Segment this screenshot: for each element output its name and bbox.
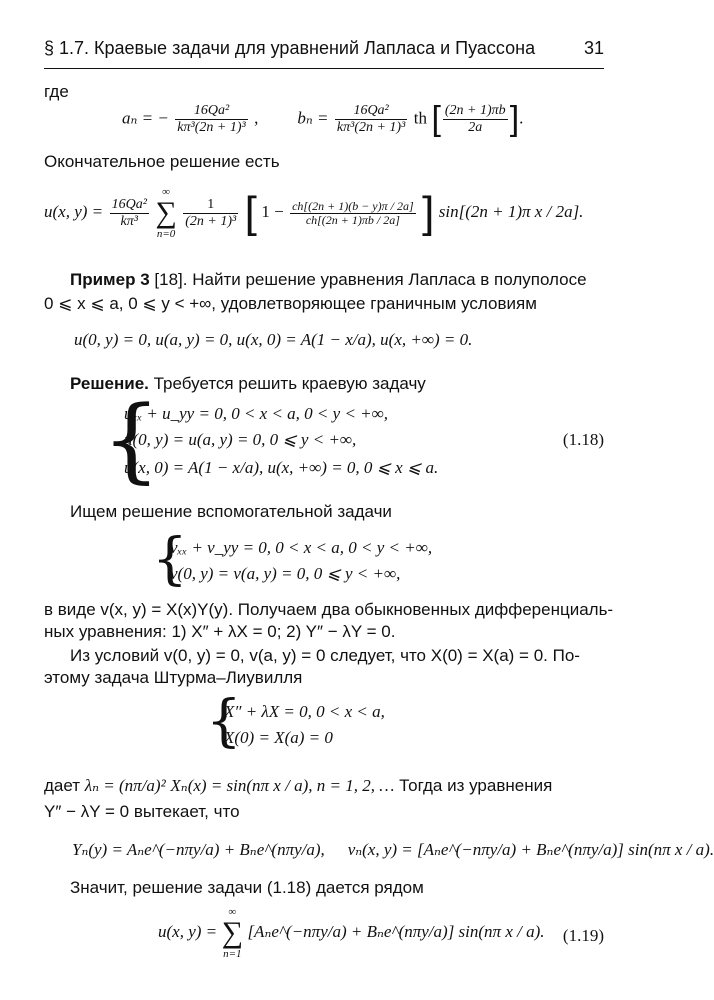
- xn-expression: Xₙ(x) = sin(nπ x / a), n = 1, 2, …: [170, 776, 395, 795]
- eigen-line: [44, 774, 552, 798]
- sine-factor: sin[(2n + 1)π x / 2a].: [438, 202, 584, 222]
- solution-text: Требуется решить краевую задачу: [153, 374, 426, 393]
- series-rhs: [Aₙe^(−nπy/a) + Bₙe^(nπy/a)] sin(nπ x / a).: [247, 922, 545, 942]
- sum-lower-limit: n=0: [156, 228, 176, 240]
- th-function: th: [413, 108, 427, 128]
- equation-number-118: (1.18): [562, 430, 604, 449]
- sturm-liouville-line-2: X(0) = X(a) = 0: [224, 728, 333, 747]
- sum-upper-limit: ∞: [162, 186, 170, 198]
- bn-lhs: bₙ =: [297, 108, 329, 128]
- system-118-line-2: u(0, y) = u(a, y) = 0, 0 ⩽ y < +∞,: [124, 430, 357, 449]
- auxiliary-intro: Ищем решение вспомогательной задачи: [70, 502, 392, 521]
- bn-numerator: 16Qa²: [335, 103, 407, 120]
- th-arg-numerator: (2n + 1)πb: [444, 103, 506, 118]
- u-coefficient: [110, 197, 149, 230]
- vn-expression: vₙ(x, y) = [Aₙe^(−nπy/a) + Bₙe^(nπy/a)] sin(nπ x / a).: [347, 840, 714, 859]
- aux-system-brace: {: [152, 527, 188, 592]
- bn-fraction: [335, 103, 407, 136]
- final-solution-equation: u(x, y) = $\frac{\text{16Qa²}}{\text{kπ³}}$ ∞ ∑ n=0 $\frac{1}{\text{(2n + 1)³}}$ [ 1 − $\frac{ch[(2n + 1)(b - y)\pi / 2a]}{ch[(2n + 1)\pi b / 2a]}$ ] sin[(2n + 1)π x / 2a].: [44, 186, 584, 240]
- example-reference: [18].: [154, 270, 188, 289]
- equation-number-119: (1.19): [562, 926, 604, 945]
- separation-line-2: ных уравнения: 1) X″ + λX = 0; 2) Y″ − λY = 0.: [44, 622, 396, 641]
- th-argument: [443, 103, 508, 136]
- aux-system-line-1: vₓₓ + v_yy = 0, 0 < x < a, 0 < y < +∞,: [170, 538, 433, 557]
- ch-ratio: [290, 200, 416, 227]
- system-118-line-3: u(x, 0) = A(1 − x/a), u(x, +∞) = 0, 0 ⩽ x ⩽ a.: [124, 458, 439, 477]
- u-term-fraction: [183, 197, 238, 230]
- u-term-denominator: (2n + 1)³: [185, 213, 237, 229]
- coefficients-equation: aₙ = − $\frac{\text{16Qa²}}{\text{kπ³(2n + 1)³}}$ , bₙ = $\frac{\text{16Qa²}}{\text{kπ³(2n + 1)³}}$ th [ $\frac{(2n + 1)\pi b}{2a}$ ].: [122, 100, 524, 138]
- conditions-line-1: Из условий v(0, y) = 0, v(a, y) = 0 следует, что X(0) = X(a) = 0. По-: [70, 646, 580, 665]
- ch-denominator: ch[(2n + 1)πb / 2a]: [305, 212, 400, 227]
- series-equation: [158, 906, 545, 960]
- u-coef-numerator: 16Qa²: [111, 196, 147, 212]
- conditions-line-2: этому задача Штурма–Лиувилля: [44, 668, 303, 687]
- series-intro: Значит, решение задачи (1.18) дается рядом: [70, 878, 424, 897]
- th-arg-denominator: 2a: [468, 120, 483, 135]
- yn-expression: Yₙ(y) = Aₙe^(−nπy/a) + Bₙe^(nπy/a),: [72, 840, 325, 859]
- summation-sign: ∞ ∑ n=0: [155, 186, 177, 240]
- example-text-1: Найти решение уравнения Лапласа в полуполосе: [192, 270, 587, 289]
- an-numerator: 16Qa²: [175, 103, 247, 120]
- page-number: 31: [583, 38, 604, 58]
- example-line-1: [70, 268, 587, 292]
- an-fraction: [175, 103, 247, 136]
- running-head: § 1.7. Краевые задачи для уравнений Лапласа и Пуассона: [44, 38, 536, 58]
- bn-denominator: kπ³(2n + 1)³: [336, 120, 406, 135]
- example-label: Пример 3: [70, 270, 150, 289]
- sturm-liouville-brace: {: [206, 689, 242, 754]
- u-lhs: u(x, y) =: [44, 202, 104, 222]
- system-118-line-1: uₓₓ + u_yy = 0, 0 < x < a, 0 < y < +∞,: [124, 404, 389, 423]
- series-sum-upper-limit: ∞: [228, 906, 237, 918]
- sturm-liouville-line-1: X″ + λX = 0, 0 < x < a,: [224, 702, 385, 721]
- aux-system-line-2: v(0, y) = v(a, y) = 0, 0 ⩽ y < +∞,: [170, 564, 401, 583]
- an-denominator: kπ³(2n + 1)³: [177, 120, 246, 135]
- example-text-2: 0 ⩽ x ⩽ a, 0 ⩽ y < +∞, удовлетворяющее граничным условиям: [44, 294, 537, 313]
- u-term-numerator: 1: [183, 197, 238, 214]
- ch-numerator: ch[(2n + 1)(b − y)π / 2a]: [292, 198, 414, 213]
- an-lhs: aₙ = −: [122, 108, 169, 128]
- page-header: [44, 38, 604, 69]
- system-brace: {: [102, 386, 161, 493]
- solution-label: Решение.: [70, 374, 149, 393]
- follows-line: Y″ − λY = 0 вытекает, что: [44, 802, 240, 821]
- boundary-conditions: u(0, y) = 0, u(a, y) = 0, u(x, 0) = A(1 − x/a), u(x, +∞) = 0.: [74, 330, 473, 349]
- yn-vn-equation: [72, 840, 714, 860]
- separation-line-1: в виде v(x, y) = X(x)Y(y). Получаем два обыкновенных дифференциаль-: [44, 600, 614, 619]
- one-minus: 1 −: [261, 202, 284, 222]
- then-text: Тогда из уравнения: [399, 776, 553, 795]
- series-sum-lower-limit: n=1: [223, 948, 242, 960]
- where-text: где: [44, 82, 69, 101]
- series-summation-sign: ∞ ∑ n=1: [221, 906, 243, 960]
- lambda-expression: λₙ = (nπ/a)²: [84, 776, 166, 795]
- series-lhs: u(x, y) =: [158, 922, 218, 942]
- final-solution-intro: Окончательное решение есть: [44, 152, 280, 171]
- gives-word: дает: [44, 776, 81, 795]
- u-coef-denominator: kπ³: [120, 213, 138, 229]
